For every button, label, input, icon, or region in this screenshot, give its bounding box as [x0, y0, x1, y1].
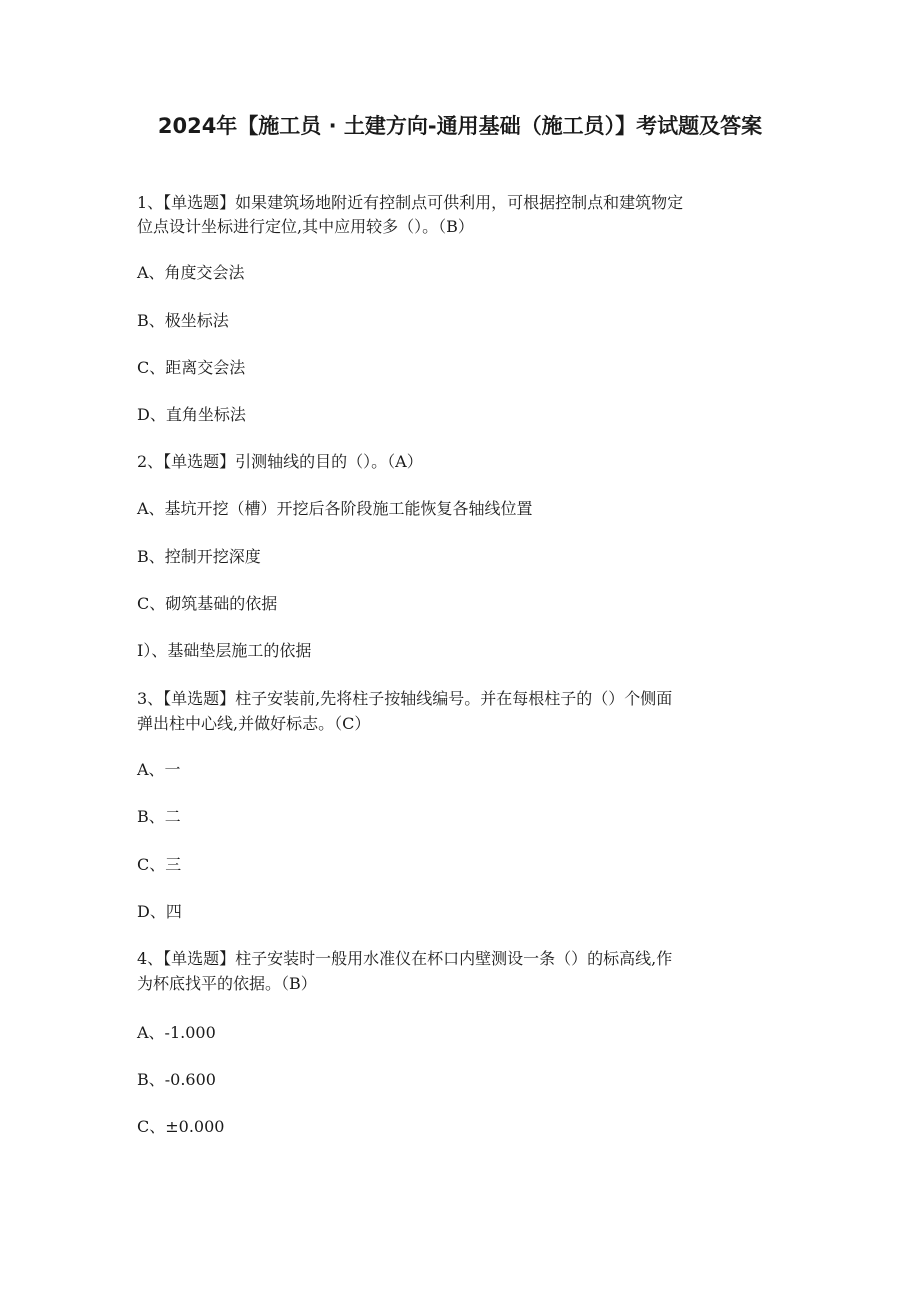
question-1-option-d: D、直角坐标法	[137, 405, 246, 424]
question-3-stem-line-1: 3、【单选题】柱子安装前,先将柱子按轴线编号。并在每根柱子的（）个侧面	[137, 689, 673, 708]
question-3-option-b: B、二	[137, 807, 181, 826]
question-4-option-c: C、±0.000	[137, 1117, 225, 1136]
question-3-option-a: A、一	[137, 760, 181, 779]
question-3-option-d: D、四	[137, 902, 182, 921]
question-1-option-b: B、极坐标法	[137, 311, 229, 330]
question-2-option-c: C、砌筑基础的依据	[137, 594, 278, 613]
question-4-option-b: B、-0.600	[137, 1070, 216, 1089]
question-1-option-c: C、距离交会法	[137, 358, 246, 377]
question-4-option-a: A、-1.000	[137, 1023, 216, 1042]
question-1-stem-line-2: 位点设计坐标进行定位,其中应用较多（）。（B）	[137, 217, 474, 236]
question-4-stem-line-2: 为杯底找平的依据。（B）	[137, 974, 317, 993]
question-2-option-a: A、基坑开挖（槽）开挖后各阶段施工能恢复各轴线位置	[137, 499, 533, 518]
question-1-option-a: A、角度交会法	[137, 263, 245, 282]
question-4-stem-line-1: 4、【单选题】柱子安装时一般用水准仪在杯口内壁测设一条（）的标高线,作	[137, 949, 673, 968]
question-3-stem-line-2: 弹出柱中心线,并做好标志。（C）	[137, 714, 371, 733]
question-2-option-d: I）、基础垫层施工的依据	[137, 641, 312, 660]
document-title: 2024年【施工员 · 土建方向-通用基础（施工员）】考试题及答案	[157, 114, 763, 138]
question-3-option-c: C、三	[137, 855, 182, 874]
question-2-option-b: B、控制开挖深度	[137, 547, 261, 566]
question-2-stem-line-1: 2、【单选题】引测轴线的目的（）。（A）	[137, 452, 423, 471]
question-1-stem-line-1: 1、【单选题】如果建筑场地附近有控制点可供利用，可根据控制点和建筑物定	[137, 193, 684, 212]
